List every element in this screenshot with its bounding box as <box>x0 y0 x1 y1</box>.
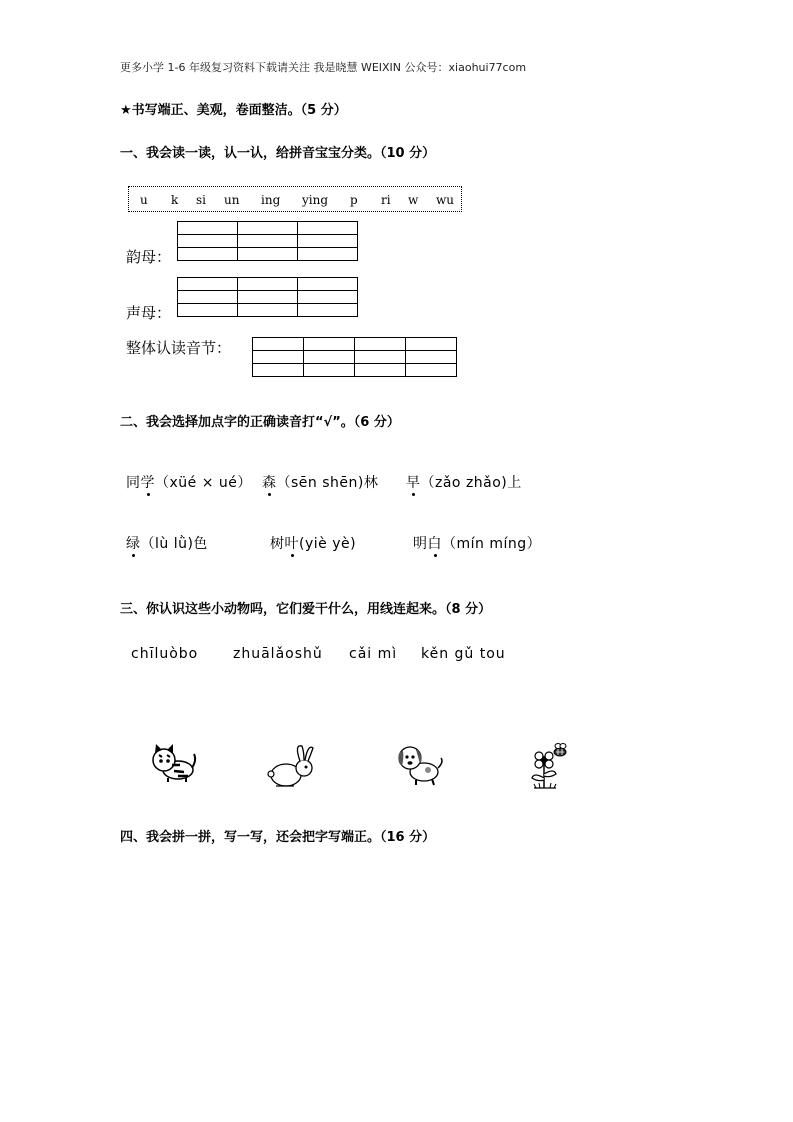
pinyin-item: un <box>224 193 240 207</box>
dog-icon <box>394 742 446 788</box>
item-options: （xüé × ué） <box>155 475 252 491</box>
answer-grid-shengmu <box>177 277 358 317</box>
section4-title: 四、我会拼一拼，写一写，还会把字写端正。（16 分） <box>120 830 436 845</box>
dotted-char: 绿 <box>126 536 141 552</box>
label-yunmu: 韵母： <box>126 248 172 266</box>
rabbit-icon <box>266 742 316 790</box>
pinyin-item: ying <box>302 193 329 207</box>
item-options: （zǎo zhǎo)上 <box>420 475 522 491</box>
pinyin-item: k <box>171 193 179 207</box>
pronunciation-item <box>270 533 356 553</box>
dotted-char: 森 <box>262 475 277 491</box>
section1-title: 一、我会读一读，认一认，给拼音宝宝分类。（10 分） <box>120 146 436 161</box>
dotted-char: 叶 <box>284 536 299 552</box>
item-text: 树 <box>270 536 285 552</box>
pinyin-item: ing <box>261 193 281 207</box>
pinyin-item: ri <box>381 193 391 207</box>
pinyin-item: p <box>350 193 358 207</box>
intro-line: ★书写端正、美观，卷面整洁。（5 分） <box>120 103 347 118</box>
item-options: (yiè yè) <box>299 536 357 552</box>
pinyin-item: si <box>196 193 206 207</box>
pronunciation-item <box>406 472 522 492</box>
pronunciation-item <box>126 472 252 492</box>
pinyin-box <box>128 186 462 212</box>
phrase-pinyin: chīluòbo <box>131 646 199 662</box>
page-header: 更多小学 1-6 年级复习资料下载请关注 我是晓慧 WEIXIN 公众号：xiaohui77com <box>120 61 527 74</box>
dotted-char: 早 <box>406 475 421 491</box>
cat-icon <box>150 742 198 784</box>
pronunciation-item <box>126 533 208 553</box>
section2-title: 二、我会选择加点字的正确读音打“√”。（6 分） <box>120 415 400 430</box>
answer-grid-yunmu <box>177 221 358 261</box>
pronunciation-item <box>413 533 541 553</box>
label-zhengti: 整体认读音节： <box>126 339 232 357</box>
dotted-char: 学 <box>140 475 155 491</box>
phrase-pinyin: cǎi mì <box>349 646 398 662</box>
pinyin-item: wu <box>436 193 454 207</box>
item-options: （mín míng） <box>442 536 542 552</box>
item-options: （lù lǜ)色 <box>140 536 208 552</box>
item-options: （sēn shēn)林 <box>276 475 379 491</box>
label-shengmu: 声母： <box>126 304 172 322</box>
pinyin-item: w <box>408 193 419 207</box>
phrase-pinyin: kěn gǔ tou <box>421 646 506 662</box>
pinyin-item: u <box>140 193 148 207</box>
phrase-pinyin: zhuālǎoshǔ <box>233 646 323 662</box>
pronunciation-item <box>262 472 378 492</box>
dotted-char: 白 <box>427 536 442 552</box>
item-text: 同 <box>126 475 141 491</box>
item-text: 明 <box>413 536 428 552</box>
answer-grid-zhengti <box>252 337 457 377</box>
section3-title: 三、你认识这些小动物吗，它们爱干什么，用线连起来。（8 分） <box>120 602 492 617</box>
bee-flower-icon <box>526 742 570 790</box>
